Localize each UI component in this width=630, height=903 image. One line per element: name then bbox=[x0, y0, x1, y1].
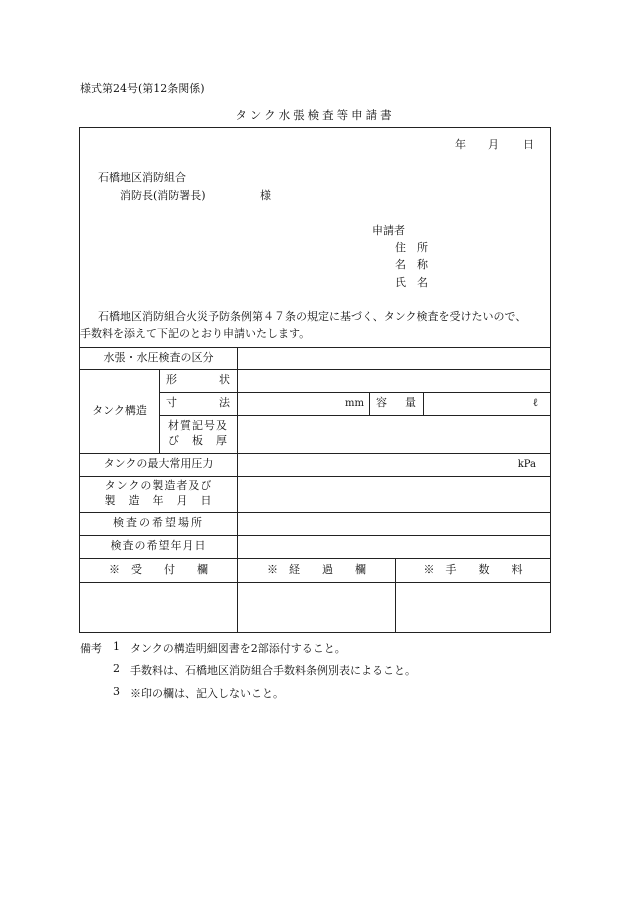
material-label-line2: び 板 厚 bbox=[168, 434, 228, 447]
inspection-type-field[interactable] bbox=[238, 347, 550, 369]
capacity-label bbox=[376, 392, 416, 415]
manufacturer-label-line2: 製 造 年 月 日 bbox=[104, 494, 213, 507]
dimensions-label bbox=[166, 392, 230, 415]
material-field[interactable] bbox=[238, 415, 550, 453]
note-1-number: 1 bbox=[113, 640, 120, 653]
request-text-line1: 石橋地区消防組合火災予防条例第４７条の規定に基づく、タンク検査を受けたいので、 bbox=[98, 310, 527, 323]
capacity-label-a: 容 bbox=[376, 396, 387, 410]
desired-date-label: 検査の希望年月日 bbox=[110, 539, 207, 553]
addressee-chief: 消防長(消防署長) bbox=[120, 189, 206, 202]
unit-mm: mm bbox=[345, 397, 364, 409]
applicant-label: 申請者 bbox=[372, 224, 405, 237]
dimensions-field[interactable] bbox=[238, 392, 369, 415]
tank-structure-label: タンク構造 bbox=[92, 403, 147, 417]
year-label: 年 bbox=[455, 138, 466, 151]
progress-header: ※ 経 過 欄 bbox=[267, 562, 366, 576]
applicant-person-label: 氏 名 bbox=[395, 276, 428, 289]
reception-box bbox=[80, 583, 237, 632]
max-pressure-field[interactable] bbox=[238, 453, 550, 476]
note-3-text: ※印の欄は、記入しないこと。 bbox=[130, 687, 284, 700]
desired-place-label: 検査の希望場所 bbox=[113, 516, 204, 530]
capacity-label-b: 量 bbox=[405, 396, 416, 410]
form-number: 様式第24号(第12条関係) bbox=[80, 82, 205, 95]
manufacturer-field[interactable] bbox=[238, 476, 550, 512]
manufacturer-label-line1: タンクの製造者及び bbox=[104, 479, 213, 493]
form-title: タンク水張検査等申請書 bbox=[235, 108, 395, 122]
manufacturer-label bbox=[80, 476, 237, 512]
request-text-line2: 手数料を添えて下記のとおり申請いたします。 bbox=[80, 327, 311, 340]
note-1-text: タンクの構造明細図書を2部添付すること。 bbox=[130, 642, 346, 655]
shape-label-b: 状 bbox=[219, 373, 230, 387]
material-label-line1: 材質記号及 bbox=[168, 419, 228, 433]
addressee-honorific: 様 bbox=[260, 189, 271, 202]
fee-box bbox=[396, 583, 550, 632]
note-2-number: 2 bbox=[113, 662, 120, 675]
max-pressure-label: タンクの最大常用圧力 bbox=[103, 457, 214, 471]
applicant-name-label: 名 称 bbox=[395, 258, 428, 271]
shape-label bbox=[166, 369, 230, 392]
month-label: 月 bbox=[488, 138, 499, 151]
unit-kpa: kPa bbox=[517, 458, 536, 470]
material-label bbox=[162, 415, 234, 453]
desired-date-field[interactable] bbox=[238, 535, 550, 558]
shape-field[interactable] bbox=[238, 369, 550, 392]
day-label: 日 bbox=[523, 138, 534, 151]
dimensions-label-b: 法 bbox=[219, 396, 230, 410]
note-2-text: 手数料は、石橋地区消防組合手数料条例別表によること。 bbox=[130, 664, 416, 677]
shape-label-a: 形 bbox=[166, 373, 177, 387]
note-3-number: 3 bbox=[113, 685, 120, 698]
desired-place-field[interactable] bbox=[238, 512, 550, 535]
applicant-address-label: 住 所 bbox=[395, 241, 428, 254]
application-form-frame bbox=[79, 127, 551, 633]
progress-box bbox=[238, 583, 395, 632]
dimensions-label-a: 寸 bbox=[166, 396, 177, 410]
inspection-type-label: 水張・水圧検査の区分 bbox=[103, 350, 214, 364]
notes-label: 備考 bbox=[80, 642, 102, 655]
capacity-field[interactable] bbox=[424, 392, 550, 415]
reception-header: ※ 受 付 欄 bbox=[109, 562, 208, 576]
fee-header: ※ 手 数 料 bbox=[423, 562, 523, 576]
addressee-org: 石橋地区消防組合 bbox=[98, 171, 186, 184]
unit-liter: ℓ bbox=[532, 396, 538, 410]
